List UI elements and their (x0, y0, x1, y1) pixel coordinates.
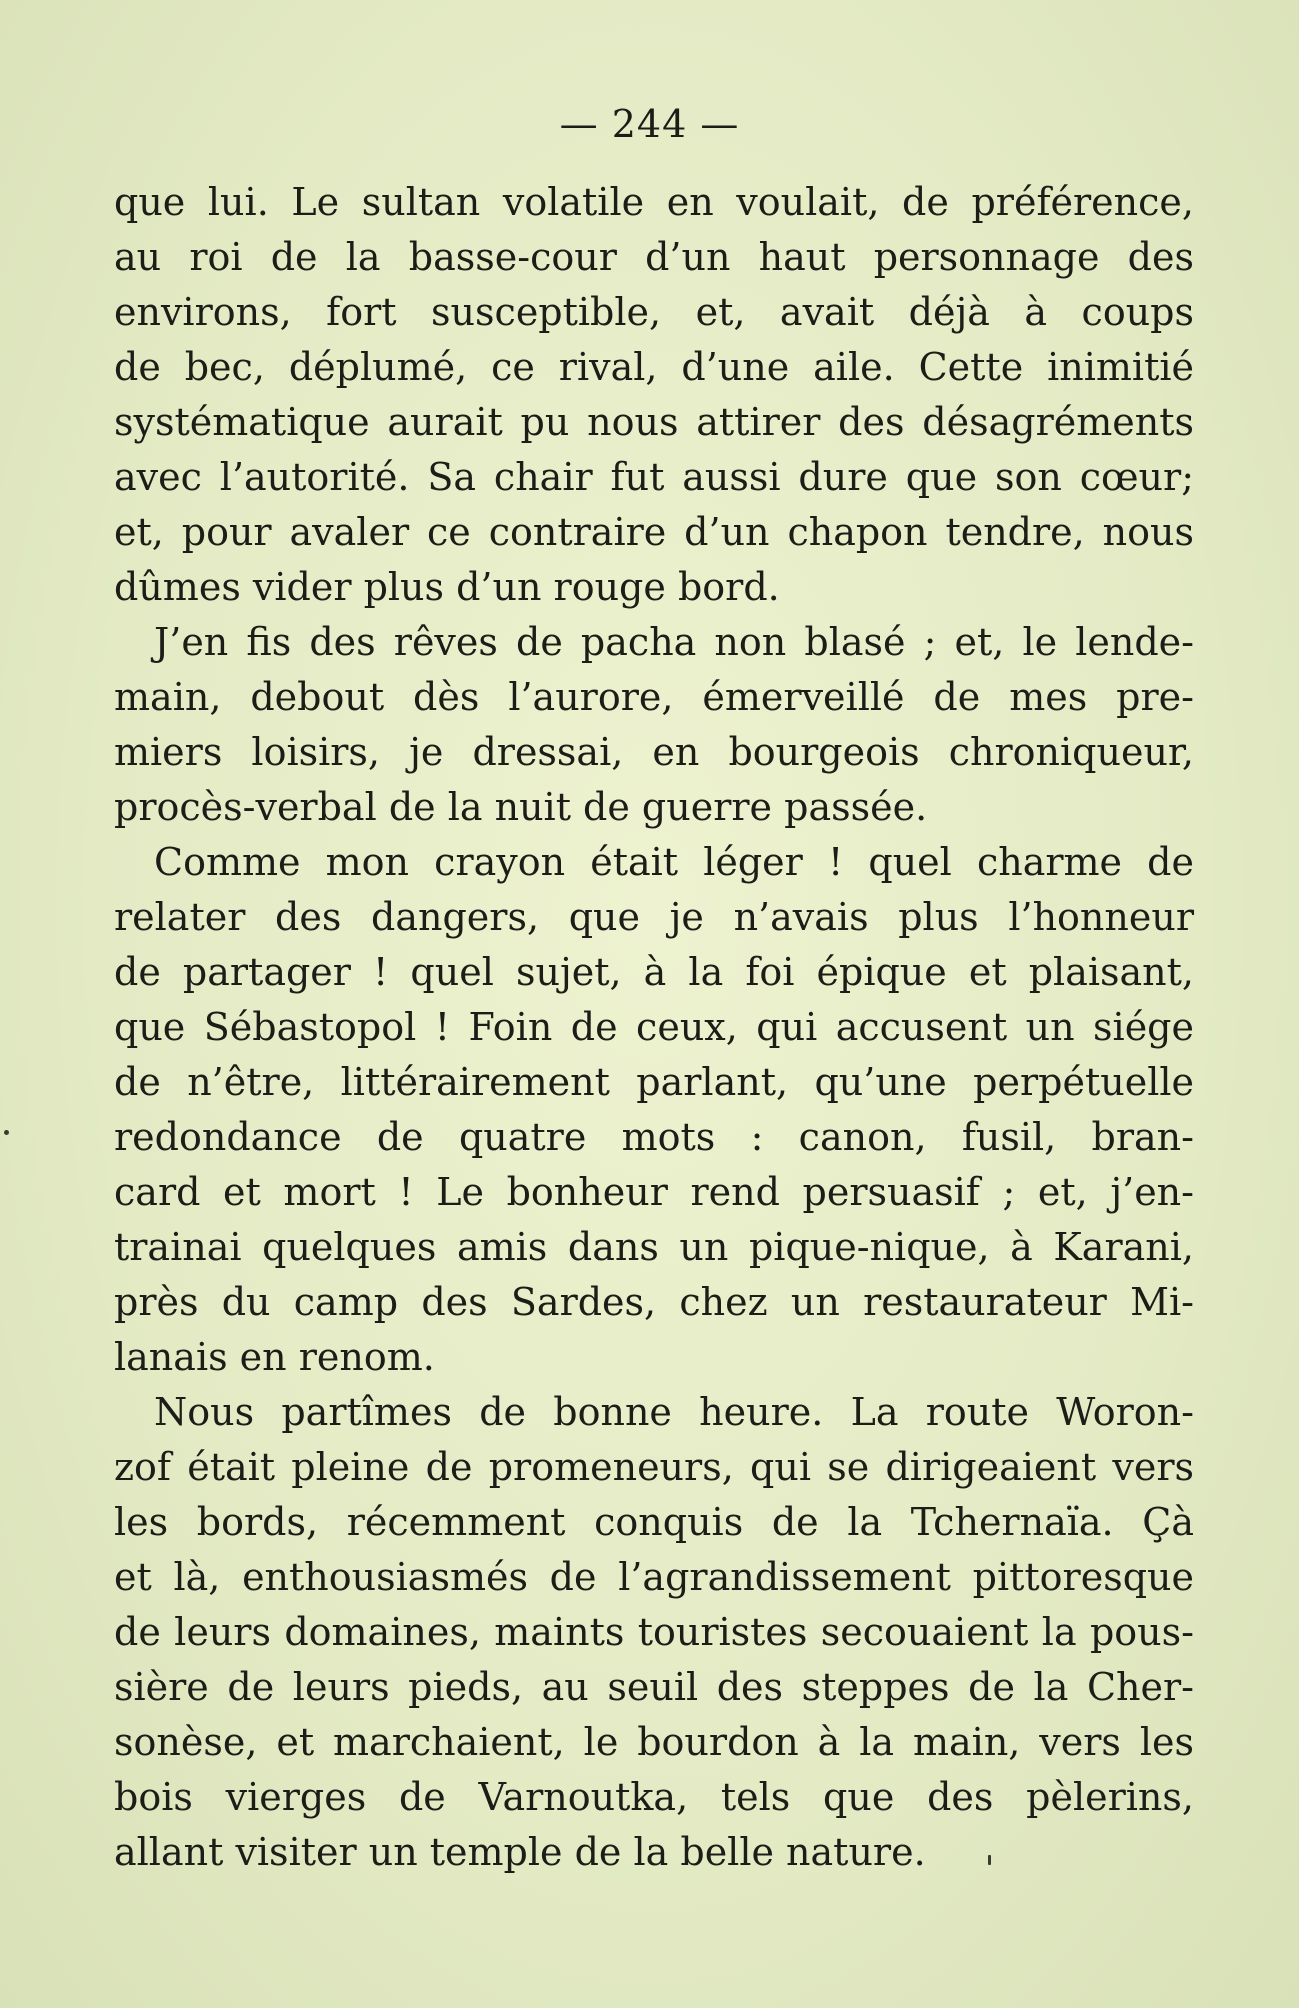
text-line: de leurs domaines, maints touristes secouaient la pous- (114, 1610, 1194, 1654)
text-line: lanais en renom. (114, 1335, 435, 1379)
text-line: procès-verbal de la nuit de guerre passée. (114, 785, 928, 829)
text-line: de bec, déplumé, ce rival, d’une aile. Cette inimitié (114, 345, 1194, 389)
text-line: bois vierges de Varnoutka, tels que des pèlerins, (114, 1775, 1194, 1819)
text-line: allant visiter un temple de la belle nature. (114, 1830, 926, 1874)
text-line: environs, fort susceptible, et, avait déjà à coups (114, 290, 1194, 334)
text-line: près du camp des Sardes, chez un restaurateur Mi- (114, 1280, 1194, 1324)
text-line: J’en fis des rêves de pacha non blasé ; et, le lende- (154, 620, 1194, 664)
text-line: miers loisirs, je dressai, en bourgeois chroniqueur, (114, 730, 1194, 774)
text-line: main, debout dès l’aurore, émerveillé de mes pre- (114, 675, 1194, 719)
text-line: que lui. Le sultan volatile en voulait, de préférence, (114, 180, 1194, 224)
text-line: de n’être, littérairement parlant, qu’une perpétuelle (114, 1060, 1194, 1104)
text-line: les bords, récemment conquis de la Tchernaïa. Çà (114, 1500, 1194, 1544)
text-line: que Sébastopol ! Foin de ceux, qui accusent un siége (114, 1005, 1194, 1049)
text-line: Nous partîmes de bonne heure. La route Woron- (154, 1390, 1194, 1434)
ink-speck (4, 1130, 9, 1135)
page-number: — 244 — (559, 102, 740, 146)
text-line: Comme mon crayon était léger ! quel charme de (154, 840, 1194, 884)
text-line: et là, enthousiasmés de l’agrandissement pittoresque (114, 1555, 1194, 1599)
text-line: zof était pleine de promeneurs, qui se dirigeaient vers (114, 1445, 1194, 1489)
text-line: relater des dangers, que je n’avais plus l’honneur (114, 895, 1194, 939)
text-line: trainai quelques amis dans un pique-nique, à Karani, (114, 1225, 1194, 1269)
text-line: sière de leurs pieds, au seuil des steppes de la Cher- (114, 1665, 1194, 1709)
text-line: de partager ! quel sujet, à la foi épique et plaisant, (114, 950, 1194, 994)
text-line: dûmes vider plus d’un rouge bord. (114, 565, 780, 609)
text-line: card et mort ! Le bonheur rend persuasif ; et, j’en- (114, 1170, 1194, 1214)
body-text (114, 175, 1194, 1880)
text-line: sonèse, et marchaient, le bourdon à la main, vers les (114, 1720, 1194, 1764)
text-line: et, pour avaler ce contraire d’un chapon tendre, nous (114, 510, 1194, 554)
ink-speck (988, 1855, 991, 1865)
text-line: systématique aurait pu nous attirer des désagréments (114, 400, 1194, 444)
text-line: redondance de quatre mots : canon, fusil, bran- (114, 1115, 1194, 1159)
text-line: avec l’autorité. Sa chair fut aussi dure que son cœur; (114, 455, 1194, 499)
text-line: au roi de la basse-cour d’un haut personnage des (114, 235, 1194, 279)
